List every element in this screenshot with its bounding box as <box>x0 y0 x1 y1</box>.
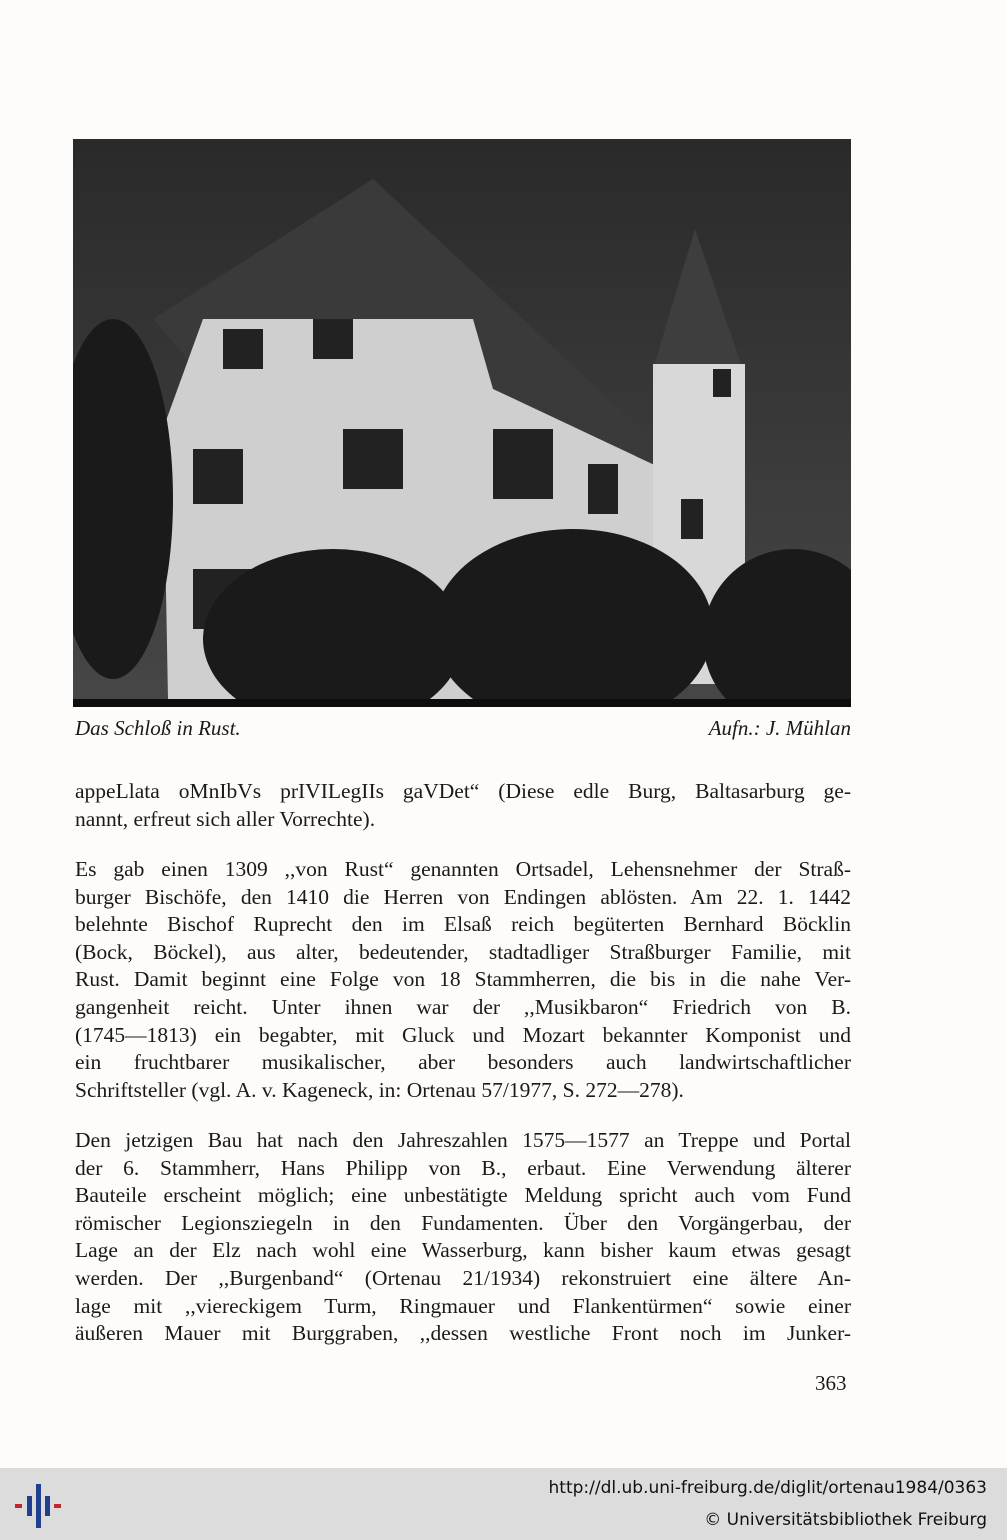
text-line: lage mit ,,viereckigem Turm, Ringmauer und Flankentürmen“ sowie einer <box>75 1293 851 1318</box>
text-line: nannt, erfreut sich aller Vorrechte). <box>75 806 376 831</box>
text-line: (Bock, Böckel), aus alter, bedeutender, stadtadliger Straßburger Familie, mit <box>75 939 851 964</box>
castle-photo <box>73 139 851 707</box>
text-line: ein fruchtbarer musikalischer, aber besonders auch landwirtschaftlicher <box>75 1050 851 1075</box>
text-line: der 6. Stammherr, Hans Philipp von B., erbaut. Eine Verwendung älterer <box>75 1155 851 1180</box>
text-line: Den jetzigen Bau hat nach den Jahreszahlen 1575—1577 an Treppe und Portal <box>75 1128 851 1152</box>
text-line: appeLlata oMnIbVs prIVILegIIs gaVDet“ (Diese edle Burg, Baltasarburg ge- <box>75 779 851 803</box>
text-line: Lage an der Elz nach wohl eine Wasserburg, kann bisher kaum etwas gesagt <box>75 1238 851 1263</box>
text-line: burger Bischöfe, den 1410 die Herren von Endingen ablösten. Am 22. 1. 1442 <box>75 884 851 909</box>
text-line: belehnte Bischof Ruprecht den im Elsaß reich begüterten Bernhard Böcklin <box>75 912 851 937</box>
text-line: Bauteile erscheint möglich; eine unbestätigte Meldung spricht auch vom Fund <box>75 1183 851 1208</box>
page-number: 363 <box>815 1371 847 1395</box>
caption-title: Das Schloß in Rust. <box>75 716 241 740</box>
paragraph-3 <box>75 1127 851 1348</box>
text-line: römischer Legionsziegeln in den Fundamenten. Über den Vorgängerbau, der <box>75 1210 851 1235</box>
photo-caption <box>75 716 851 741</box>
text-line: äußeren Mauer mit Burggraben, ,,dessen westliche Front noch im Junker- <box>75 1321 851 1346</box>
paragraph-1 <box>75 778 851 833</box>
footer-bar <box>0 1468 1007 1540</box>
library-logo-icon <box>13 1482 63 1530</box>
source-url-link[interactable]: http://dl.ub.uni-freiburg.de/diglit/ortenau1984/0363 <box>548 1478 987 1498</box>
paragraph-2 <box>75 856 851 1104</box>
text-line: (1745—1813) ein begabter, mit Gluck und Mozart bekannter Komponist und <box>75 1022 851 1047</box>
text-line: Rust. Damit beginnt eine Folge von 18 Stammherren, die bis in die nahe Ver- <box>75 967 851 992</box>
copyright-text: © Universitätsbibliothek Freiburg <box>704 1510 987 1530</box>
text-line: gangenheit reicht. Unter ihnen war der ,,Musikbaron“ Friedrich von B. <box>75 994 851 1019</box>
text-line: Es gab einen 1309 ,,von Rust“ genannten Ortsadel, Lehensnehmer der Straß- <box>75 857 851 881</box>
text-line: Schriftsteller (vgl. A. v. Kageneck, in: Ortenau 57/1977, S. 272—278). <box>75 1077 684 1102</box>
caption-credit: Aufn.: J. Mühlan <box>708 716 851 740</box>
text-line: werden. Der ,,Burgenband“ (Ortenau 21/1934) rekonstruiert eine ältere An- <box>75 1265 851 1290</box>
